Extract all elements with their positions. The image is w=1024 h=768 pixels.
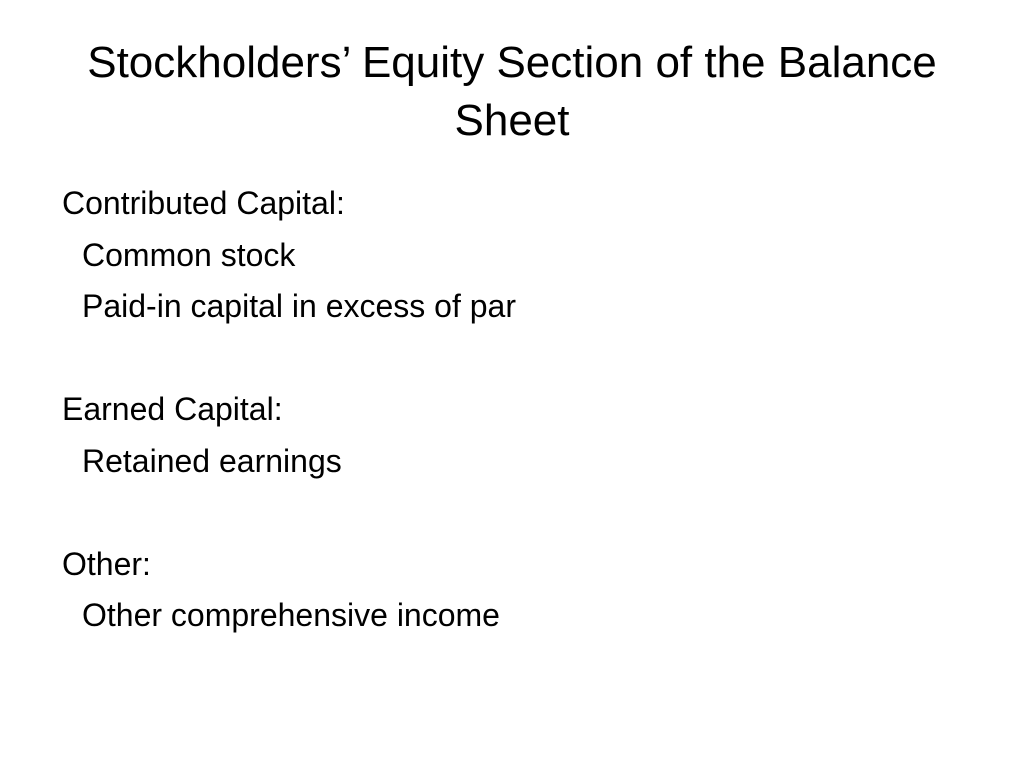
section-item-other-comprehensive-income: Other comprehensive income <box>82 597 500 633</box>
section-item-retained-earnings: Retained earnings <box>82 442 342 479</box>
section-earned-capital <box>62 384 962 487</box>
section-item-paid-in-capital: Paid-in capital in excess of par <box>82 288 516 324</box>
slide-title: Stockholders’ Equity Section of the Balance Sheet <box>87 38 937 145</box>
section-other <box>62 539 962 642</box>
section-heading: Contributed Capital: <box>62 185 345 221</box>
section-contributed-capital <box>62 178 962 333</box>
slide-body <box>62 178 962 642</box>
section-heading: Other: <box>62 545 151 582</box>
section-heading: Earned Capital: <box>62 391 283 427</box>
section-item-common-stock: Common stock <box>82 236 296 273</box>
